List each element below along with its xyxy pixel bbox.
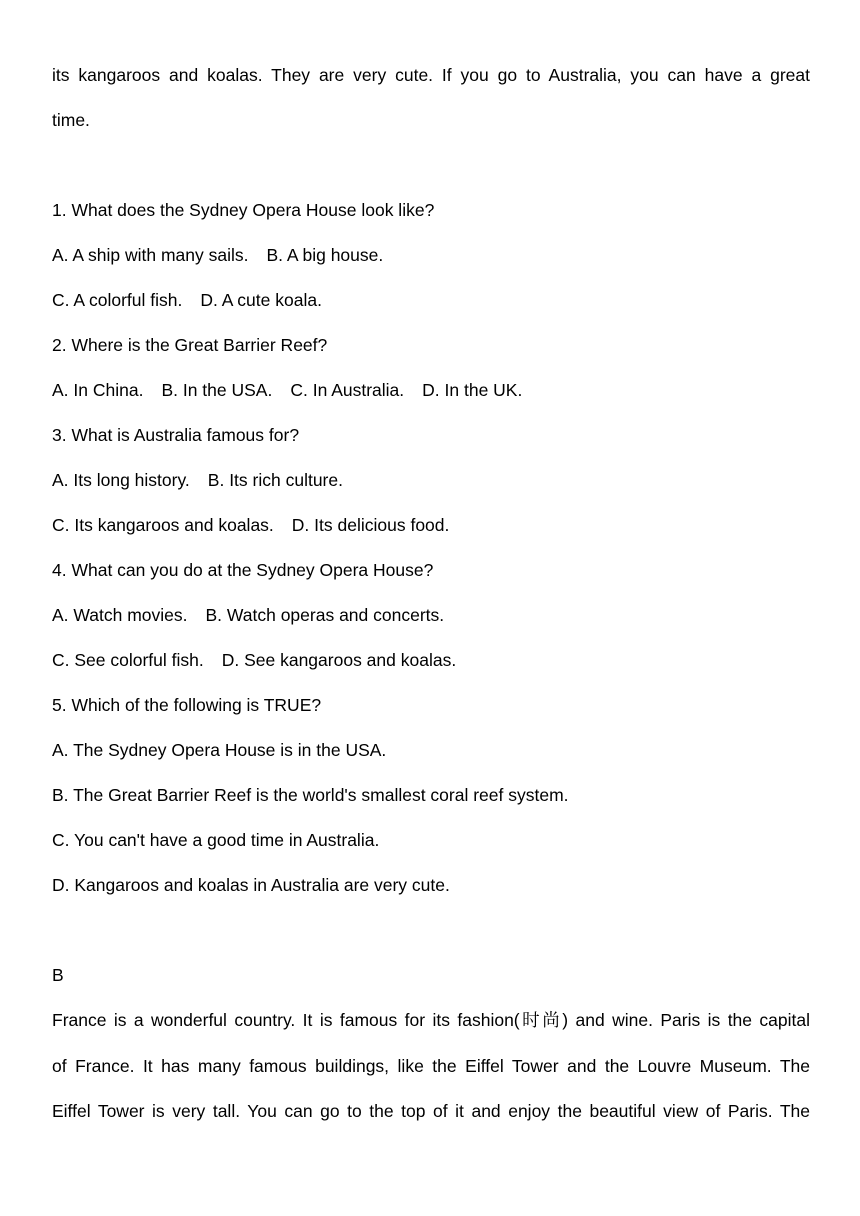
option: D. Kangaroos and koalas in Australia are very cute.	[52, 875, 450, 895]
option: D. See kangaroos and koalas.	[221, 650, 457, 670]
passage-b-line: Eiffel Tower is very tall. You can go to the top of it and enjoy the beautiful view of Paris. The	[52, 1101, 810, 1121]
option-row	[52, 818, 810, 863]
option-row	[52, 593, 810, 638]
option: D. A cute koala.	[200, 290, 322, 310]
chinese-gloss: 时尚	[519, 1011, 563, 1031]
option-row	[52, 863, 810, 908]
option: B. Its rich culture.	[207, 470, 343, 490]
option-row	[52, 638, 810, 683]
question-4	[52, 548, 810, 683]
option-row	[52, 458, 810, 503]
option-row	[52, 368, 810, 413]
option: B. A big house.	[266, 245, 384, 265]
text-segment: ) and wine. Paris is the capital	[562, 1010, 811, 1030]
blank-line	[52, 908, 810, 953]
passage-b-line: of France. It has many famous buildings, like the Eiffel Tower and the Louvre Museum. The	[52, 1056, 810, 1076]
question-text: 1. What does the Sydney Opera House look like?	[52, 200, 435, 220]
option-row	[52, 773, 810, 818]
option: B. The Great Barrier Reef is the world's smallest coral reef system.	[52, 785, 569, 805]
option: A. Watch movies.	[52, 605, 188, 625]
option: C. You can't have a good time in Australia.	[52, 830, 380, 850]
question-text: 4. What can you do at the Sydney Opera House?	[52, 560, 434, 580]
option: C. In Australia.	[290, 380, 405, 400]
question-5	[52, 683, 810, 908]
passage-a-line: its kangaroos and koalas. They are very cute. If you go to Australia, you can have a great	[52, 65, 810, 85]
document-page	[52, 53, 810, 1134]
question-1	[52, 188, 810, 323]
option: A. A ship with many sails.	[52, 245, 249, 265]
section-label: B	[52, 965, 64, 985]
option-row	[52, 503, 810, 548]
option-row	[52, 278, 810, 323]
option: C. A colorful fish.	[52, 290, 183, 310]
option: A. The Sydney Opera House is in the USA.	[52, 740, 387, 760]
blank-line	[52, 143, 810, 188]
option-row	[52, 728, 810, 773]
text-segment: France is a wonderful country. It is famous for its fashion(	[52, 1010, 520, 1030]
option: B. Watch operas and concerts.	[205, 605, 445, 625]
option: D. In the UK.	[422, 380, 523, 400]
question-text: 5. Which of the following is TRUE?	[52, 695, 322, 715]
passage-a-line: time.	[52, 110, 90, 130]
question-2	[52, 323, 810, 413]
option: B. In the USA.	[161, 380, 273, 400]
option-row	[52, 233, 810, 278]
option: A. Its long history.	[52, 470, 190, 490]
option: D. Its delicious food.	[291, 515, 450, 535]
option: C. See colorful fish.	[52, 650, 204, 670]
question-text: 2. Where is the Great Barrier Reef?	[52, 335, 328, 355]
question-3	[52, 413, 810, 548]
passage-b-line	[52, 998, 810, 1044]
question-text: 3. What is Australia famous for?	[52, 425, 300, 445]
option: C. Its kangaroos and koalas.	[52, 515, 274, 535]
option: A. In China.	[52, 380, 144, 400]
